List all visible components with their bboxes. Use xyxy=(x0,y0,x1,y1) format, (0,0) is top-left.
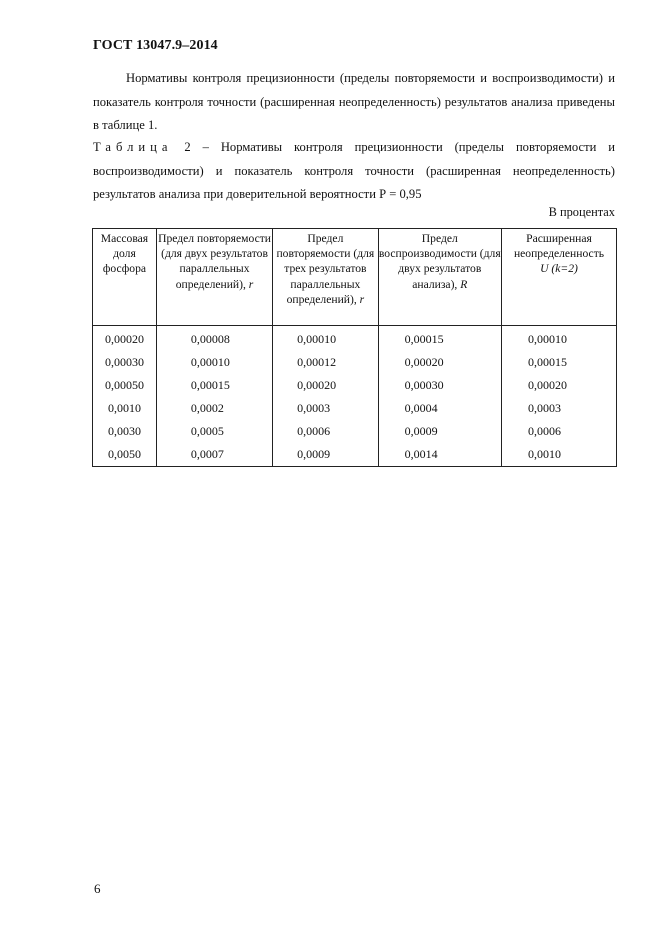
table-cell: 0,0006 xyxy=(273,420,378,443)
table-cell: 0,00010 xyxy=(273,326,378,352)
document-header: ГОСТ 13047.9–2014 xyxy=(93,38,218,53)
header-text: Расширенная неопределенность xyxy=(513,232,605,261)
header-expanded-uncertainty xyxy=(502,229,617,326)
table-cell: 0,00020 xyxy=(502,374,617,397)
table-caption-text: – Нормативы контроля прецизионности (пределы повторяемости и воспроизводимости) и показатель контроля точности (расширенная неопределенность) результатов анализа при доверительной вероятности Р = 0,95 xyxy=(93,140,616,201)
table-cell: 0,0014 xyxy=(378,443,501,467)
header-text: Массовая доля фосфора xyxy=(100,232,149,276)
table-cell: 0,0010 xyxy=(502,443,617,467)
header-reproducibility xyxy=(378,229,501,326)
table-cell: 0,0050 xyxy=(93,443,157,467)
table-cell: 0,00010 xyxy=(156,351,272,374)
header-symbol: U (k=2) xyxy=(540,262,578,276)
table-cell: 0,0007 xyxy=(156,443,272,467)
table-cell: 0,0005 xyxy=(156,420,272,443)
table-cell: 0,00015 xyxy=(378,326,501,352)
table-row xyxy=(93,351,617,374)
table-cell: 0,0009 xyxy=(273,443,378,467)
table-cell: 0,00030 xyxy=(378,374,501,397)
header-symbol: r xyxy=(359,292,365,306)
header-symbol: R xyxy=(460,277,468,291)
header-text: Предел повторяемости (для двух результатов параллельных определений), xyxy=(158,232,271,291)
header-text: Предел воспроизводимости (для двух результатов анализа), xyxy=(378,232,501,291)
table-cell: 0,00015 xyxy=(502,351,617,374)
table-cell: 0,00015 xyxy=(156,374,272,397)
header-repeatability-two xyxy=(156,229,272,326)
table-cell: 0,0003 xyxy=(502,397,617,420)
table-cell: 0,00020 xyxy=(378,351,501,374)
table-cell: 0,00012 xyxy=(273,351,378,374)
header-repeatability-three xyxy=(273,229,378,326)
intro-paragraph: Нормативы контроля прецизионности (пределы повторяемости и воспроизводимости) и показатель контроля точности (расширенная неопределенность) результатов анализа приведены в таблице 1. xyxy=(93,71,615,132)
table-cell: 0,0006 xyxy=(502,420,617,443)
table-cell: 0,00030 xyxy=(93,351,157,374)
units-note: В процентах xyxy=(548,205,615,219)
header-symbol: r xyxy=(248,277,254,291)
table-caption-word: Таблица xyxy=(93,140,173,154)
table-row xyxy=(93,420,617,443)
table-row xyxy=(93,374,617,397)
table-cell: 0,0002 xyxy=(156,397,272,420)
table-row xyxy=(93,397,617,420)
page-number: 6 xyxy=(94,881,101,896)
table-caption xyxy=(93,136,615,207)
table-row xyxy=(93,443,617,467)
table-cell: 0,0004 xyxy=(378,397,501,420)
table-row xyxy=(93,326,617,352)
table-cell: 0,00008 xyxy=(156,326,272,352)
table-cell: 0,0009 xyxy=(378,420,501,443)
table-cell: 0,0010 xyxy=(93,397,157,420)
header-text: Предел повторяемости (для трех результатов параллельных определений), xyxy=(276,232,375,306)
table-cell: 0,00020 xyxy=(93,326,157,352)
header-mass-fraction xyxy=(93,229,157,326)
table-cell: 0,0030 xyxy=(93,420,157,443)
table-cell: 0,00050 xyxy=(93,374,157,397)
table-caption-number: 2 xyxy=(184,140,191,154)
table-header-row xyxy=(93,229,617,326)
table-cell: 0,00020 xyxy=(273,374,378,397)
precision-table xyxy=(92,228,617,467)
table-cell: 0,0003 xyxy=(273,397,378,420)
table-cell: 0,00010 xyxy=(502,326,617,352)
